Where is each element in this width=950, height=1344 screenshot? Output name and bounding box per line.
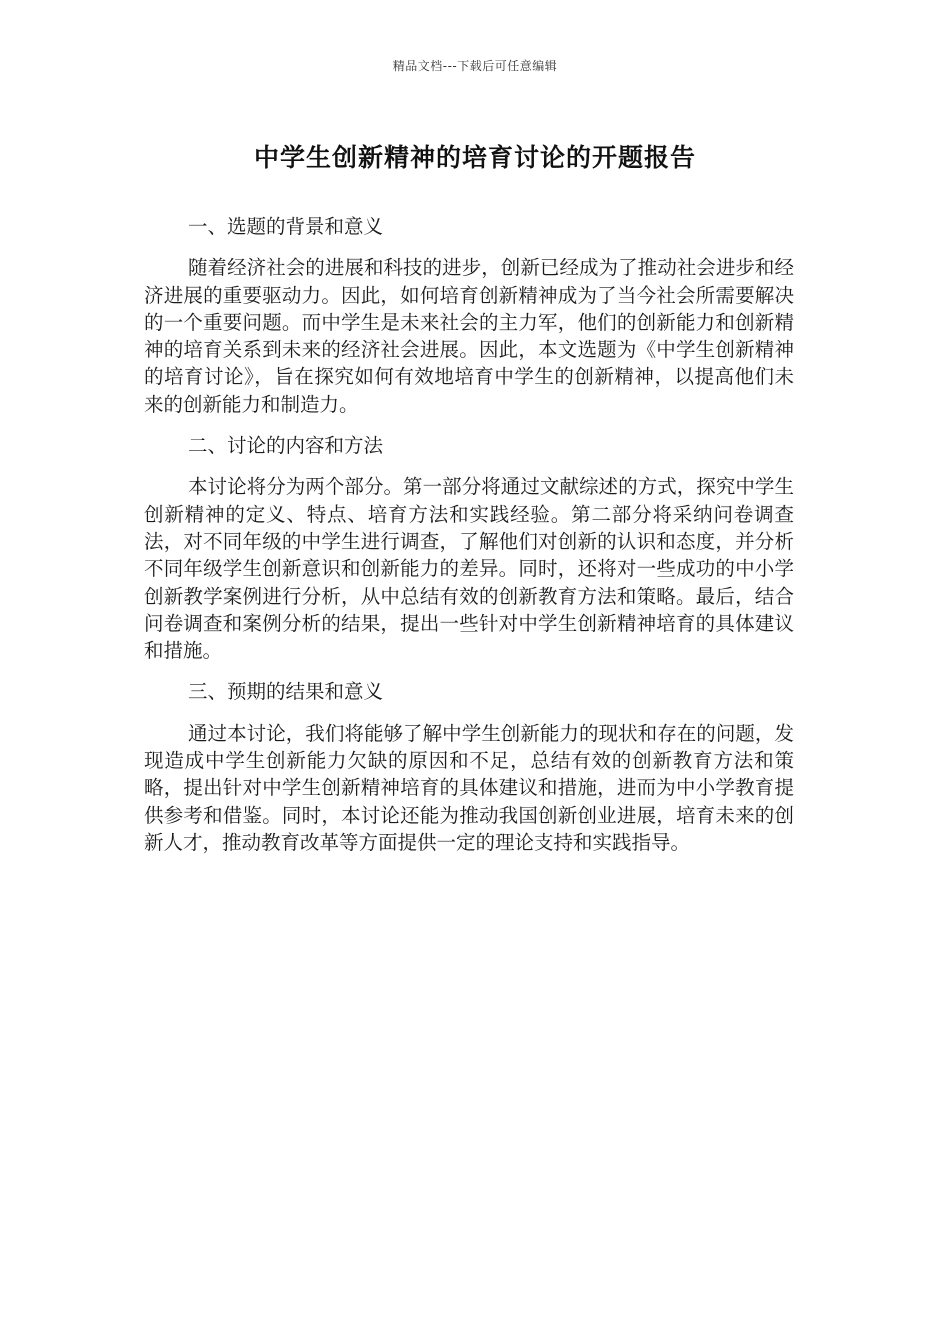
document-title: 中学生创新精神的培育讨论的开题报告 (253, 143, 696, 172)
section-heading-expected-results: 三、预期的结果和意义 (188, 680, 384, 704)
section-heading-background: 一、选题的背景和意义 (188, 215, 384, 238)
section-heading-content-method: 二、讨论的内容和方法 (188, 434, 384, 458)
section-body-background: 随着经济社会的进展和科技的进步，创新已经成为了推动社会进步和经济进展的重要驱动力。因此，如何培育创新精神成为了当今社会所需要解决的一个重要问题。而中学生是未来社会的主力军，他们的创新能力和创新精神的培育关系到未来的经济社会进展。因此，本文选题为《中学生创新精神的培育讨论》，旨在探究如何有效地培育中学生的创新精神，以提高他们未来的创新能力和制造力。 (144, 256, 794, 416)
section-body-content-method: 本讨论将分为两个部分。第一部分将通过文献综述的方式，探究中学生创新精神的定义、特点、培育方法和实践经验。第二部分将采纳问卷调查法，对不同年级的中学生进行调查，了解他们对创新的认识和态度，并分析不同年级学生创新意识和创新能力的差异。同时，还将对一些成功的中小学创新教学案例进行分析，从中总结有效的创新教育方法和策略。最后，结合问卷调查和案例分析的结果，提出一些针对中学生创新精神培育的具体建议和措施。 (144, 475, 794, 663)
document-body (144, 213, 794, 856)
section-body-expected-results: 通过本讨论，我们将能够了解中学生创新能力的现状和存在的问题，发现造成中学生创新能力欠缺的原因和不足，总结有效的创新教育方法和策略，提出针对中学生创新精神培育的具体建议和措施，进而为中小学教育提供参考和借鉴。同时，本讨论还能为推动我国创新创业进展，培育未来的创新人才，推动教育改革等方面提供一定的理论支持和实践指导。 (144, 721, 794, 854)
header-note: 精品文档---下载后可任意编辑 (392, 59, 558, 73)
